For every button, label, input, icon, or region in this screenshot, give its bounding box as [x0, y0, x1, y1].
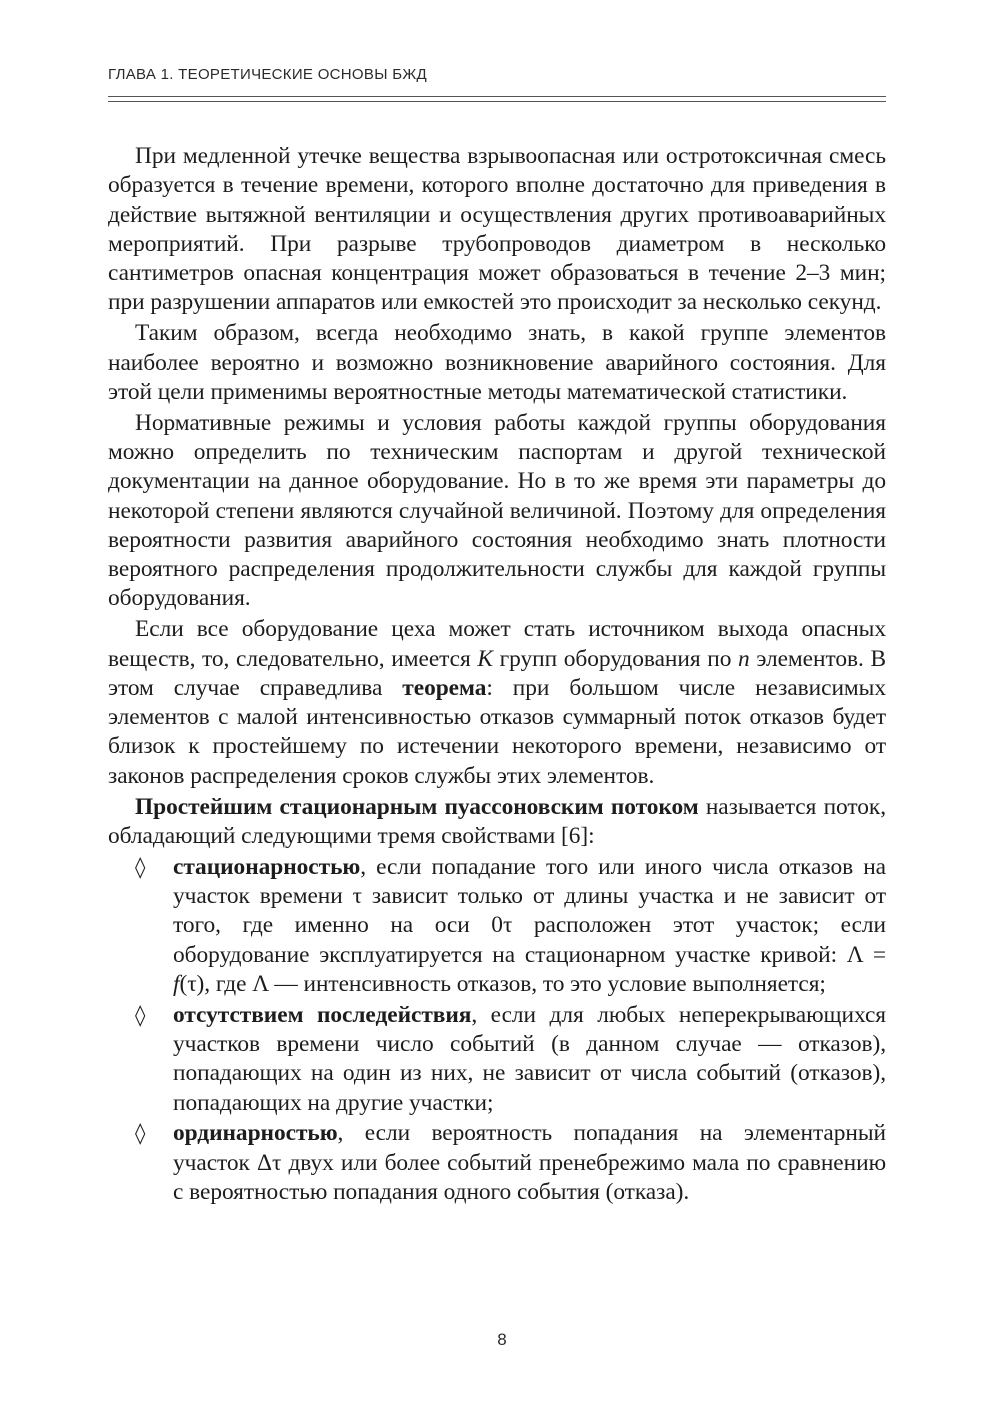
- list-item: [108, 1119, 886, 1207]
- theorem-term: теорема: [402, 674, 487, 701]
- paragraph-5: [108, 793, 886, 852]
- property-term: ординарностью: [173, 1120, 338, 1147]
- paragraph-4-text: групп оборудования по: [492, 645, 739, 672]
- property-text: (τ), где Λ — интенсивность отказов, то это условие выполняется;: [179, 970, 826, 997]
- paragraph-5-text: называется поток, обладающий следующими тремя свойствами [6]:: [108, 793, 886, 849]
- property-text: , если вероятность попадания на элементарный участок Δτ двух или более событий пренебрежимо мала по сравнению с вероятностью попадания одного события (отказа).: [173, 1120, 886, 1205]
- definition-term: Простейшим стационарным пуассоновским потоком: [135, 793, 699, 820]
- paragraph-4: [108, 615, 886, 791]
- property-term: отсутствием последействия: [173, 1001, 472, 1028]
- paragraph-1: При медленной утечке вещества взрывоопасная или остротоксичная смесь образуется в течение времени, которого вполне достаточно для приведения в действие вытяжной вентиляции и осуществления других противоаварийных мероприятий. При разрыве трубопроводов диаметром в несколько сантиметров опасная концентрация может образоваться в течение 2–3 мин; при разрушении аппаратов или емкостей это происходит за несколько секунд.: [108, 143, 886, 316]
- list-item: [108, 853, 886, 999]
- list-item: [108, 1001, 886, 1118]
- property-text: , если попадание того или иного числа отказов на участок времени τ зависит только от длины участка и не зависит от того, где именно на оси 0τ расположен этот участок; если оборудование эксплуатируется на стационарном участке кривой: Λ =: [173, 853, 886, 968]
- variable-n: n: [738, 645, 750, 672]
- property-term: стационарностью: [173, 853, 361, 880]
- variable-k: K: [477, 645, 493, 672]
- diamond-bullet-icon: ◊: [135, 1002, 146, 1027]
- paragraph-4-text: : при большом числе независимых элементов с малой интенсивностью отказов суммарный поток отказов будет близок к простейшему по истечении некоторого времени, независимо от законов распределения сроков службы этих элементов.: [108, 674, 886, 789]
- header-rule-top: [108, 96, 886, 97]
- diamond-bullet-icon: ◊: [135, 1121, 146, 1146]
- header-rule-bottom: [108, 101, 886, 102]
- page-body: [108, 142, 886, 1209]
- paragraph-3: Нормативные режимы и условия работы каждой группы оборудования можно определить по техническим паспортам и другой технической документации на данное оборудование. Но в то же время эти параметры до некоторой степени являются случайной величиной. Поэтому для определения вероятности развития аварийного состояния необходимо знать плотности вероятного распределения продолжительности службы для каждой группы оборудования.: [108, 409, 886, 612]
- diamond-bullet-icon: ◊: [135, 854, 146, 879]
- paragraph-4-text: Если все оборудование цеха может стать источником выхода опасных веществ, то, следовательно, имеется: [108, 616, 886, 672]
- function-symbol: f: [173, 970, 180, 997]
- property-text: , если для любых неперекрывающихся участков времени число событий (в данном случае — отказов), попадающих на один из них, не зависит от числа событий (отказов), попадающих на другие участки;: [173, 1001, 886, 1116]
- paragraph-2: Таким образом, всегда необходимо знать, в какой группе элементов наиболее вероятно и возможно возникновение аварийного состояния. Для этой цели применимы вероятностные методы математической статистики.: [108, 320, 886, 405]
- page-number: 8: [497, 1330, 507, 1349]
- properties-list: [108, 853, 886, 1208]
- paragraph-4-text: элементов. В этом случае справедлива: [108, 645, 887, 701]
- running-header: ГЛАВА 1. ТЕОРЕТИЧЕСКИЕ ОСНОВЫ БЖД: [108, 66, 428, 83]
